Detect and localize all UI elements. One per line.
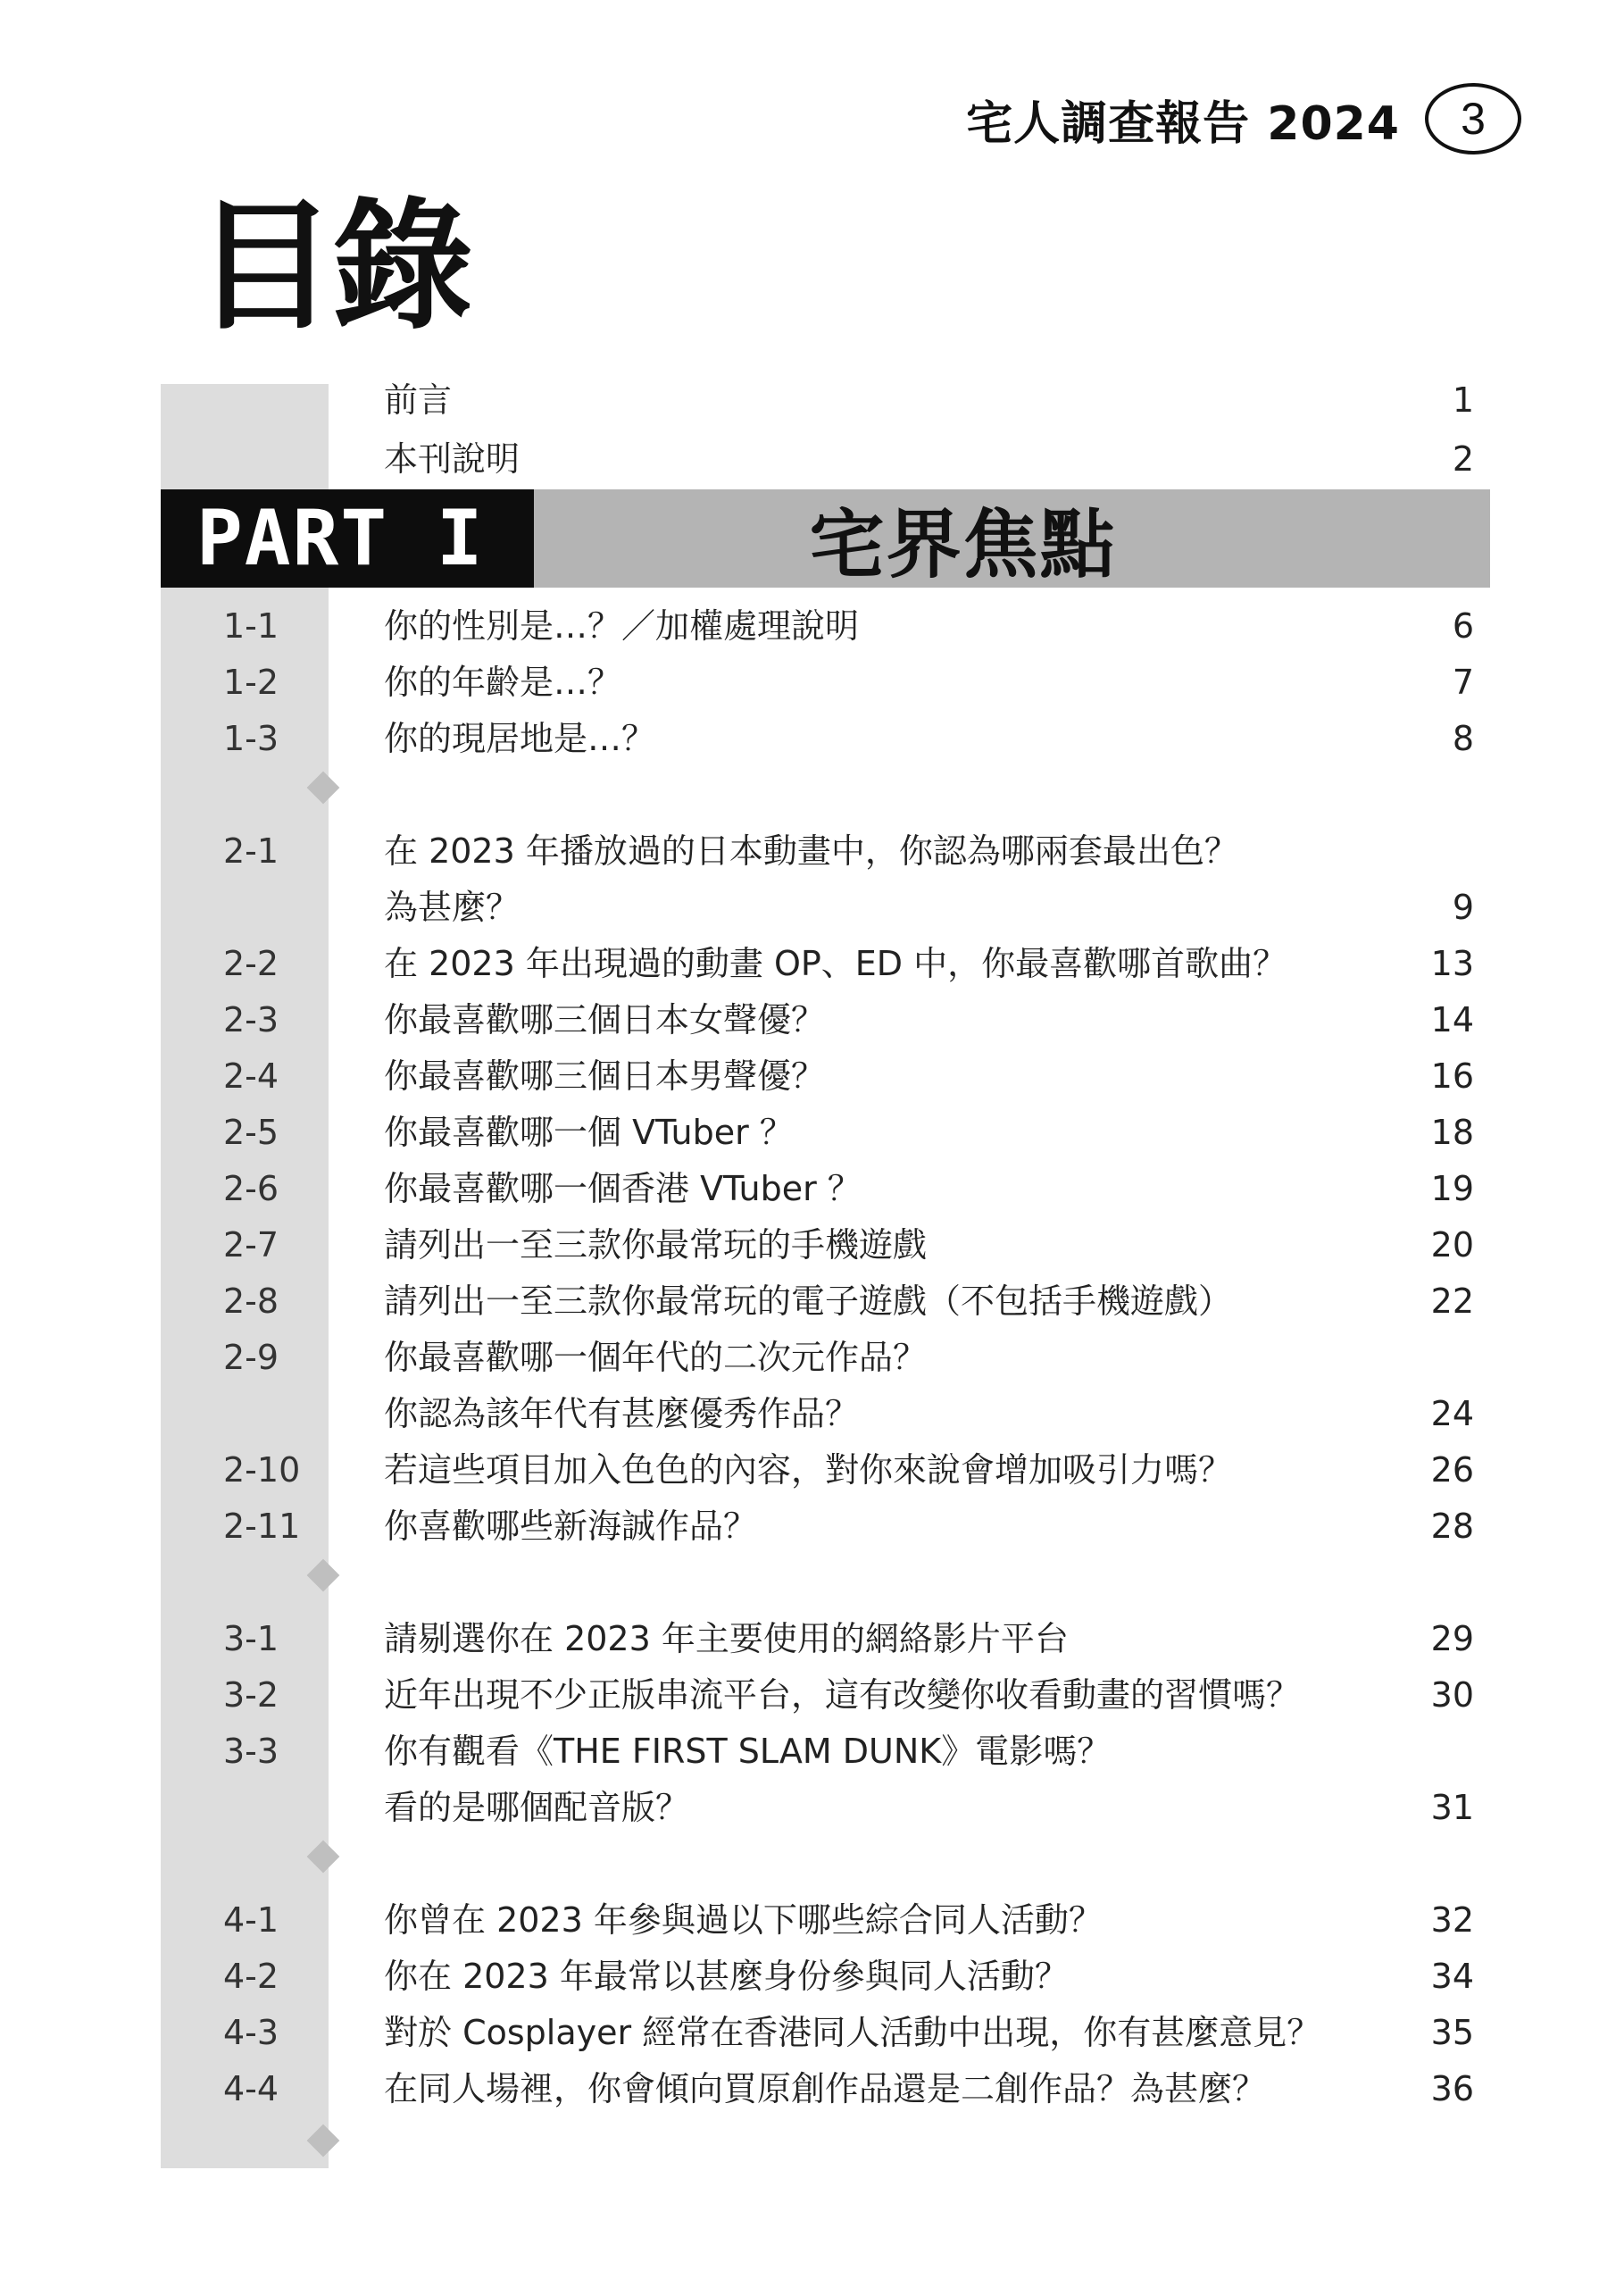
toc-entry-number: 2-6 — [223, 1169, 279, 1208]
toc-entry-title: 你的現居地是…？ — [384, 719, 656, 758]
toc-entry-title: 你喜歡哪些新海誠作品？ — [384, 1507, 758, 1546]
toc-entry-page: 19 — [1430, 1169, 1474, 1208]
toc-entry-title: 你在 2023 年最常以甚麼身份參與同人活動？ — [384, 1957, 1069, 1996]
toc-entry-number: 2-8 — [223, 1281, 279, 1321]
toc-entry-number: 4-1 — [223, 1900, 279, 1940]
toc-entry-title: 你的性別是…？／加權處理說明 — [384, 606, 860, 646]
toc-row[interactable] — [0, 1498, 1624, 1554]
toc-row[interactable] — [0, 1273, 1624, 1329]
toc-row[interactable] — [0, 2061, 1624, 2116]
toc-row[interactable] — [0, 1048, 1624, 1104]
toc-entry-title: 對於 Cosplayer 經常在香港同人活動中出現，你有甚麼意見？ — [384, 2013, 1321, 2052]
toc-entry-number: 4-3 — [223, 2013, 279, 2052]
toc-entry-page: 8 — [1452, 719, 1474, 758]
toc-entry-title: 在同人場裡，你會傾向買原創作品還是二創作品？為甚麼？ — [384, 2069, 1267, 2108]
toc-entry-title: 在 2023 年播放過的日本動畫中，你認為哪兩套最出色？ — [384, 831, 1238, 871]
toc-entry-title: 你最喜歡哪三個日本女聲優？ — [384, 1000, 826, 1039]
page-number-badge: 3 — [1425, 83, 1521, 154]
toc-entry-title: 你曾在 2023 年參與過以下哪些綜合同人活動？ — [384, 1900, 1103, 1940]
toc-row[interactable] — [0, 880, 1624, 935]
toc-entry-page: 7 — [1452, 663, 1474, 702]
toc-entry-page: 28 — [1430, 1507, 1474, 1546]
toc-row[interactable] — [0, 1442, 1624, 1498]
toc-entry-title: 你最喜歡哪三個日本男聲優？ — [384, 1056, 826, 1096]
toc-entry-number: 2-7 — [223, 1225, 279, 1265]
toc-entry-page: 36 — [1430, 2069, 1474, 2108]
toc-entry-title: 近年出現不少正版串流平台，這有改變你收看動畫的習慣嗎？ — [384, 1675, 1301, 1715]
toc-row[interactable] — [0, 1949, 1624, 2004]
toc-entry-number: 3-1 — [223, 1619, 279, 1658]
toc-entry-page: 6 — [1452, 606, 1474, 646]
toc-entry-number: 2-9 — [223, 1338, 279, 1377]
toc-entry-title: 若這些項目加入色色的內容，對你來說會增加吸引力嗎？ — [384, 1450, 1233, 1490]
toc-entry-page: 16 — [1430, 1056, 1474, 1096]
toc-entry-title: 你最喜歡哪一個年代的二次元作品？ — [384, 1338, 928, 1377]
toc-entry-number: 2-4 — [223, 1056, 279, 1096]
toc-row[interactable] — [0, 655, 1624, 710]
toc-entry-number: 2-2 — [223, 944, 279, 983]
toc-entry-title: 請列出一至三款你最常玩的手機遊戲 — [384, 1225, 928, 1265]
toc-row[interactable] — [0, 823, 1624, 879]
toc-row[interactable] — [0, 1161, 1624, 1216]
toc-entry-page: 30 — [1430, 1675, 1474, 1715]
toc-entry-title: 你最喜歡哪一個香港 VTuber ？ — [384, 1169, 862, 1208]
toc-entry-page: 18 — [1430, 1113, 1474, 1152]
part-banner — [161, 489, 1490, 588]
toc-entry-title: 看的是哪個配音版？ — [384, 1788, 690, 1827]
toc-entry-title: 你有觀看《THE FIRST SLAM DUNK》電影嗎？ — [384, 1732, 1112, 1771]
toc-row[interactable] — [0, 936, 1624, 991]
toc-row[interactable] — [0, 1330, 1624, 1385]
toc-entry-title: 本刊說明 — [384, 439, 521, 479]
toc-entry-title: 為甚麼？ — [384, 888, 521, 927]
toc-row[interactable] — [0, 992, 1624, 1048]
toc-entry-page: 24 — [1430, 1394, 1474, 1433]
toc-entry-number: 4-2 — [223, 1957, 279, 1996]
toc-row[interactable] — [0, 1667, 1624, 1723]
toc-row[interactable] — [0, 598, 1624, 654]
toc-row[interactable] — [0, 372, 1624, 428]
toc-row[interactable] — [0, 431, 1624, 487]
toc-entry-number: 2-1 — [223, 831, 279, 871]
toc-entry-page: 29 — [1430, 1619, 1474, 1658]
toc-entry-title: 在 2023 年出現過的動畫 OP、ED 中，你最喜歡哪首歌曲？ — [384, 944, 1287, 983]
part-title: 宅界焦點 — [534, 489, 1490, 588]
toc-entry-page: 9 — [1452, 888, 1474, 927]
toc-entry-page: 22 — [1430, 1281, 1474, 1321]
part-label: PART I — [161, 489, 534, 588]
toc-row[interactable] — [0, 1724, 1624, 1779]
toc-entry-number: 3-2 — [223, 1675, 279, 1715]
toc-entry-number: 2-10 — [223, 1450, 301, 1490]
toc-row[interactable] — [0, 1611, 1624, 1666]
toc-entry-number: 1-2 — [223, 663, 279, 702]
toc-entry-number: 1-3 — [223, 719, 279, 758]
toc-row[interactable] — [0, 1217, 1624, 1273]
toc-title: 目錄 — [195, 185, 470, 349]
toc-entry-number: 3-3 — [223, 1732, 279, 1771]
toc-row[interactable] — [0, 711, 1624, 766]
toc-entry-title: 請剔選你在 2023 年主要使用的網絡影片平台 — [384, 1619, 1069, 1658]
toc-entry-page: 31 — [1430, 1788, 1474, 1827]
toc-entry-page: 34 — [1430, 1957, 1474, 1996]
toc-entry-page: 2 — [1452, 439, 1474, 479]
page-header — [966, 79, 1521, 159]
toc-entry-page: 35 — [1430, 2013, 1474, 2052]
toc-entry-number: 2-5 — [223, 1113, 279, 1152]
toc-entry-title: 你認為該年代有甚麼優秀作品？ — [384, 1394, 860, 1433]
toc-entry-page: 26 — [1430, 1450, 1474, 1490]
toc-row[interactable] — [0, 1780, 1624, 1835]
toc-row[interactable] — [0, 1386, 1624, 1441]
toc-row[interactable] — [0, 1105, 1624, 1160]
toc-entry-title: 請列出一至三款你最常玩的電子遊戲（不包括手機遊戲） — [384, 1281, 1233, 1321]
toc-entry-number: 2-3 — [223, 1000, 279, 1039]
toc-entry-page: 20 — [1430, 1225, 1474, 1265]
toc-entry-page: 32 — [1430, 1900, 1474, 1940]
toc-row[interactable] — [0, 2005, 1624, 2060]
toc-entry-page: 14 — [1430, 1000, 1474, 1039]
toc-entry-number: 2-11 — [223, 1507, 301, 1546]
toc-entry-title: 你的年齡是…？ — [384, 663, 622, 702]
toc-entry-title: 前言 — [384, 380, 453, 420]
publication-title: 宅人調查報告 2024 — [966, 96, 1400, 151]
toc-entry-number: 1-1 — [223, 606, 279, 646]
toc-entry-page: 13 — [1430, 944, 1474, 983]
toc-entry-page: 1 — [1452, 380, 1474, 420]
toc-row[interactable] — [0, 1892, 1624, 1948]
toc-entry-number: 4-4 — [223, 2069, 279, 2108]
toc-entry-title: 你最喜歡哪一個 VTuber ？ — [384, 1113, 794, 1152]
